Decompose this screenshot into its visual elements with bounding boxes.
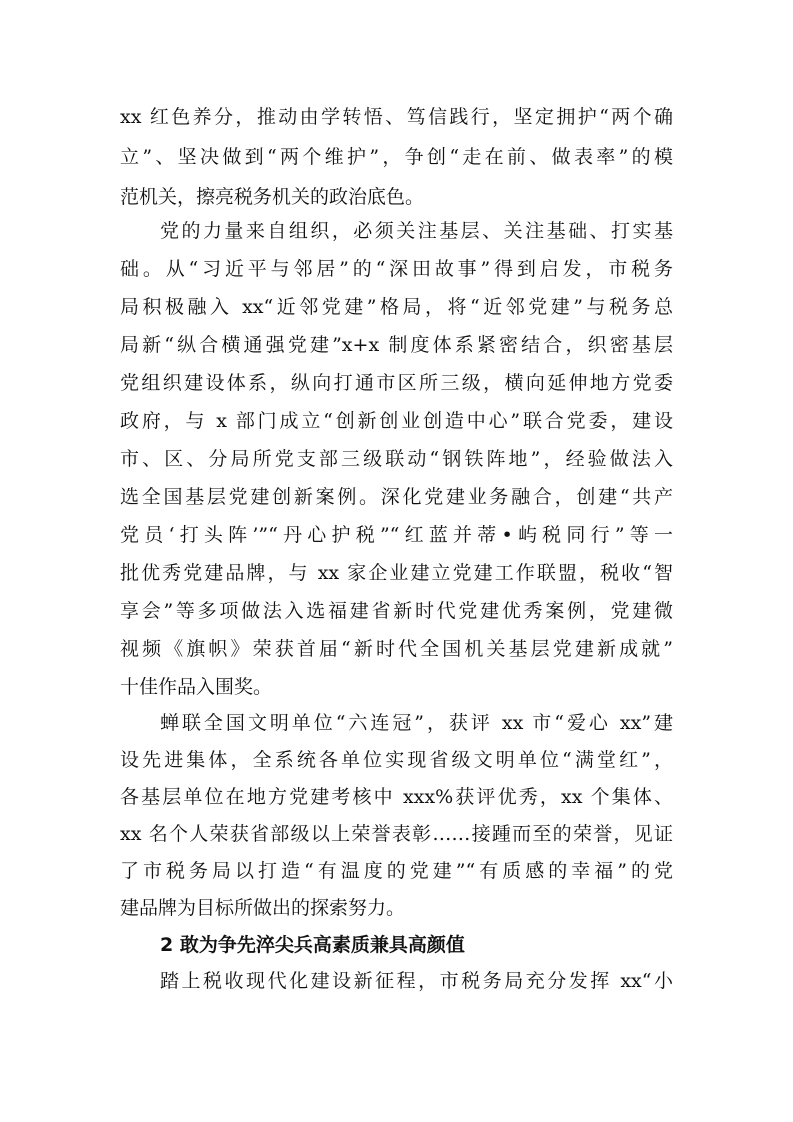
paragraph-4-line-1: 踏上税收现代化建设新征程，市税务局充分发挥 xx“小	[160, 970, 673, 992]
paragraph-3-line-6: 建品牌为目标所做出的探索努力。	[120, 897, 406, 919]
paragraph-3-line-4: xx 名个人荣获省部级以上荣誉表彰……接踵而至的荣誉，见证	[120, 823, 673, 845]
paragraph-2-line-12: 视频《旗帜》荣获首届“新时代全国机关基层党建新成就”	[120, 638, 673, 660]
paragraph-3-line-1: 蝉联全国文明单位“六连冠”，获评 xx 市“爱心 xx”建	[160, 712, 673, 734]
paragraph-2-line-13: 十佳作品入围奖。	[120, 676, 273, 698]
paragraph-3-line-5: 了市税务局以打造“有温度的党建”“有质感的幸福”的党	[120, 860, 673, 882]
section-heading: 2 敢为争先淬尖兵高素质兼具高颜值	[160, 934, 465, 956]
paragraph-2-line-7: 市、区、分局所党支部三级联动“钢铁阵地”，经验做法入	[120, 448, 673, 470]
paragraph-2-line-11: 享会”等多项做法入选福建省新时代党建优秀案例，党建微	[120, 600, 673, 622]
paragraph-2-line-6: 政府，与 x 部门成立“创新创业创造中心”联合党委，建设	[120, 410, 673, 432]
paragraph-1-line-1: xx 红色养分，推动由学转悟、笃信践行，坚定拥护“两个确	[120, 106, 673, 128]
paragraph-3-line-2: 设先进集体，全系统各单位实现省级文明单位“满堂红”，	[120, 749, 673, 771]
paragraph-2-line-2: 础。从“习近平与邻居”的“深田故事”得到启发，市税务	[120, 258, 673, 280]
paragraph-2-line-5: 党组织建设体系，纵向打通市区所三级，横向延伸地方党委	[120, 372, 673, 394]
paragraph-2-line-10: 批优秀党建品牌，与 xx 家企业建立党建工作联盟，税收“智	[120, 562, 673, 584]
paragraph-2-line-9: 党员‘打头阵’”“丹心护税”“红蓝并蒂•屿税同行”等一	[120, 524, 673, 546]
paragraph-3-line-3: 各基层单位在地方党建考核中 xxx%获评优秀，xx 个集体、	[120, 786, 673, 808]
paragraph-1-line-3: 范机关，擦亮税务机关的政治底色。	[120, 186, 425, 208]
paragraph-2-line-8: 选全国基层党建创新案例。深化党建业务融合，创建“共产	[120, 486, 673, 508]
paragraph-1-line-2: 立”、坚决做到“两个维护”，争创“走在前、做表率”的模	[120, 146, 673, 168]
paragraph-2-line-1: 党的力量来自组织，必须关注基层、关注基础、打实基	[160, 220, 673, 242]
paragraph-2-line-4: 局新“纵合横通强党建”x+x 制度体系紧密结合，织密基层	[120, 334, 673, 356]
paragraph-2-line-3: 局积极融入 xx“近邻党建”格局，将“近邻党建”与税务总	[120, 296, 673, 318]
